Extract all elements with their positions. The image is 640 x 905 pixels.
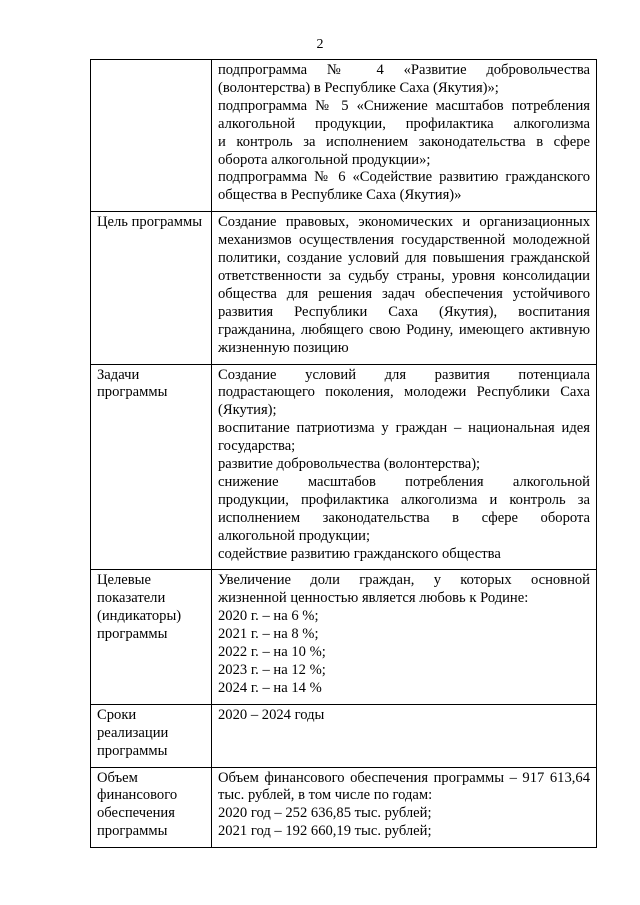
text-line: Создание правовых, экономических и организационных <box>218 214 590 231</box>
table-row-program-goal <box>91 212 597 364</box>
row-value <box>212 704 597 767</box>
text-line: оборота алкогольной продукции»; <box>218 151 431 168</box>
text-line: 2022 г. – на 10 %; <box>218 644 326 661</box>
text-line: 2020 – 2024 годы <box>218 706 325 723</box>
row-value <box>212 60 597 212</box>
text-line: Объем финансового обеспечения программы – 917 613,64 <box>218 769 590 786</box>
row-value <box>212 570 597 704</box>
text-line: 2020 г. – на 6 %; <box>218 608 319 625</box>
text-line: подрастающего поколения, молодежи Республики Саха <box>218 384 590 401</box>
text-line: механизмов осуществления государственной молодежной <box>218 232 590 249</box>
table-row-program-tasks <box>91 364 597 570</box>
text-line: 2024 г. – на 14 % <box>218 679 322 696</box>
text-line: исполнением законодательства в сфере оборота <box>218 509 590 526</box>
program-passport-table <box>90 59 597 848</box>
row-value <box>212 212 597 364</box>
table-row-target-indicators <box>91 570 597 704</box>
text-line: общества в Республике Саха (Якутия)» <box>218 187 462 204</box>
text-line: 2021 г. – на 8 %; <box>218 626 319 643</box>
text-line: государства; <box>218 438 296 455</box>
table-row-implementation-period <box>91 704 597 767</box>
text-line: подпрограмма № 6 «Содействие развитию гражданского <box>218 169 590 186</box>
text-line: продукции, профилактика алкоголизма и контроль за <box>218 491 590 508</box>
text-line: политики, создание условий для повышения гражданской <box>218 250 590 267</box>
text-line: жизненную позицию <box>218 339 349 356</box>
text-line: 2021 год – 192 660,19 тыс. рублей; <box>218 823 432 840</box>
row-value <box>212 767 597 848</box>
text-line: содействие развитию гражданского общества <box>218 545 501 562</box>
text-line: жизненной ценностью является любовь к Родине: <box>218 590 529 607</box>
row-label <box>91 60 212 212</box>
text-line: Создание условий для развития потенциала <box>218 366 590 383</box>
text-line: и контроль за исполнением законодательства в сфере <box>218 133 590 150</box>
table-row-subprograms <box>91 60 597 212</box>
page-number: 2 <box>316 37 324 52</box>
row-label: Сроки реализации программы <box>91 704 212 767</box>
row-label: Задачи программы <box>91 364 212 570</box>
table-body <box>91 60 597 848</box>
text-line: общества для решения задач обеспечения устойчивого <box>218 285 590 302</box>
text-line: 2023 г. – на 12 %; <box>218 662 326 678</box>
text-line: тыс. рублей, в том числе по годам: <box>218 787 433 804</box>
text-line: подпрограмма № 4 «Развитие добровольчества <box>218 62 590 78</box>
row-label: Целевые показатели (индикаторы) программы <box>91 570 212 704</box>
row-label: Цель программы <box>91 212 212 364</box>
row-value <box>212 364 597 570</box>
text-line: подпрограмма № 5 «Снижение масштабов потребления <box>218 97 590 114</box>
table-row-financing-volume <box>91 767 597 848</box>
text-line: (волонтерства) в Республике Саха (Якутия)»; <box>218 79 499 96</box>
text-line: развития Республики Саха (Якутия), воспитания <box>218 303 590 320</box>
text-line: 2020 год – 252 636,85 тыс. рублей; <box>218 805 432 822</box>
text-line: ответственности за судьбу страны, уровня консолидации <box>218 267 590 284</box>
text-line: (Якутия); <box>218 402 277 419</box>
row-label: Объем финансового обеспечения программы <box>91 767 212 848</box>
text-line: гражданина, любящего свою Родину, имеющего активную <box>218 321 590 338</box>
text-line: развитие добровольчества (волонтерства); <box>218 456 481 473</box>
text-line: воспитание патриотизма у граждан – национальная идея <box>218 420 590 437</box>
text-line: снижение масштабов потребления алкогольной <box>218 473 590 490</box>
text-line: алкогольной продукции, профилактика алкоголизма <box>218 115 590 132</box>
text-line: алкогольной продукции; <box>218 527 371 544</box>
text-line: Увеличение доли граждан, у которых основной <box>218 572 590 589</box>
